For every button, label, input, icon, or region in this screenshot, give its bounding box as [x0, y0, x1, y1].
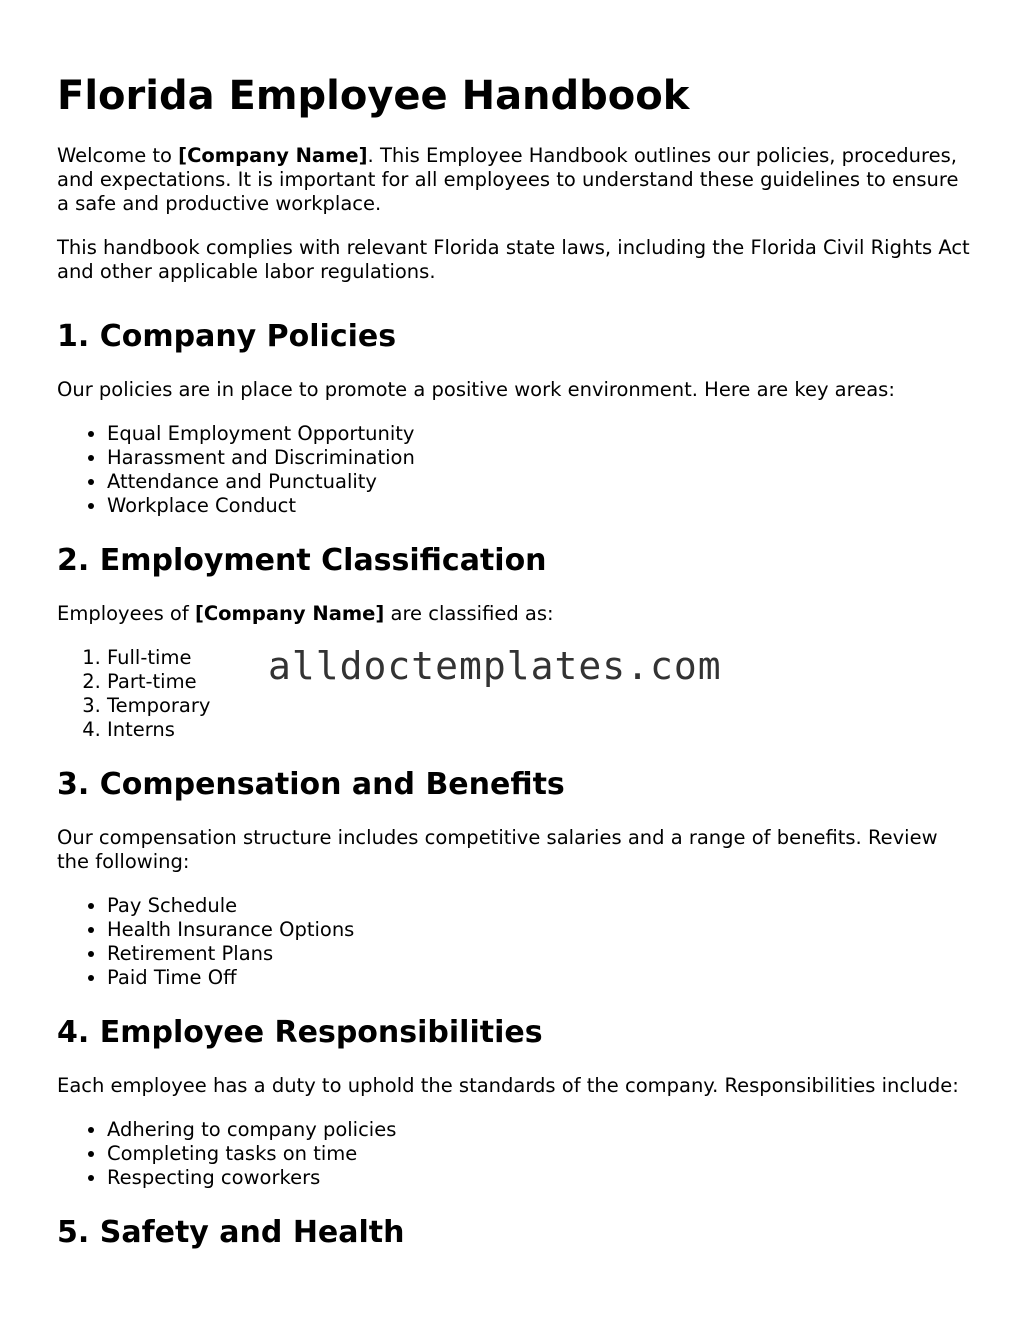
list-item: • Attendance and Punctuality	[107, 470, 972, 494]
list-item: 2. Part-time	[107, 670, 972, 694]
intro-paragraph-2: This handbook complies with relevant Florida state laws, including the Florida Civil Rights Act and other applicable labor regulations.	[57, 236, 970, 283]
list-item: • Paid Time Off	[107, 966, 972, 990]
watermark: alldoctemplates.com	[268, 644, 722, 688]
section-heading-compensation-benefits: 3. Compensation and Benefits	[57, 767, 565, 802]
list-item: • Workplace Conduct	[107, 494, 972, 518]
classification-prefix: Employees of	[57, 602, 195, 625]
company-name-placeholder: [Company Name]	[178, 144, 368, 167]
list-item: • Retirement Plans	[107, 942, 972, 966]
list-item: • Harassment and Discrimination	[107, 446, 972, 470]
intro-suffix: . This Employee Handbook outlines our policies, procedures, and expectations. It is important for all employees to understand these guidelines to ensure a safe and productive workplace.	[57, 144, 959, 215]
company-name-placeholder: [Company Name]	[194, 602, 385, 625]
list-item: 4. Interns	[107, 718, 972, 742]
list-item: • Equal Employment Opportunity	[107, 422, 972, 446]
section-heading-safety-health: 5. Safety and Health	[57, 1215, 405, 1250]
list-item: • Pay Schedule	[107, 894, 972, 918]
section-text-employee-responsibilities: Each employee has a duty to uphold the standards of the company. Responsibilities include:	[57, 1074, 959, 1097]
company-policies-list	[57, 422, 972, 518]
section-text-compensation-benefits: Our compensation structure includes competitive salaries and a range of benefits. Review the following:	[57, 826, 938, 873]
section-heading-employment-classification: 2. Employment Classification	[57, 543, 547, 578]
list-item: 1. Full-time	[107, 646, 972, 670]
list-item: • Completing tasks on time	[107, 1142, 972, 1166]
compensation-benefits-list	[57, 894, 972, 990]
classification-suffix: are classified as:	[384, 602, 554, 625]
list-item: 3. Temporary	[107, 694, 972, 718]
section-text-company-policies: Our policies are in place to promote a positive work environment. Here are key areas:	[57, 378, 895, 401]
section-heading-employee-responsibilities: 4. Employee Responsibilities	[57, 1015, 543, 1050]
intro-prefix: Welcome to	[57, 144, 179, 167]
page-title: Florida Employee Handbook	[57, 73, 690, 119]
intro-paragraph-1	[57, 144, 972, 216]
section-text-employment-classification	[57, 602, 972, 626]
employee-responsibilities-list	[57, 1118, 972, 1190]
section-heading-company-policies: 1. Company Policies	[57, 319, 397, 354]
list-item: • Health Insurance Options	[107, 918, 972, 942]
list-item: • Adhering to company policies	[107, 1118, 972, 1142]
list-item: • Respecting coworkers	[107, 1166, 972, 1190]
